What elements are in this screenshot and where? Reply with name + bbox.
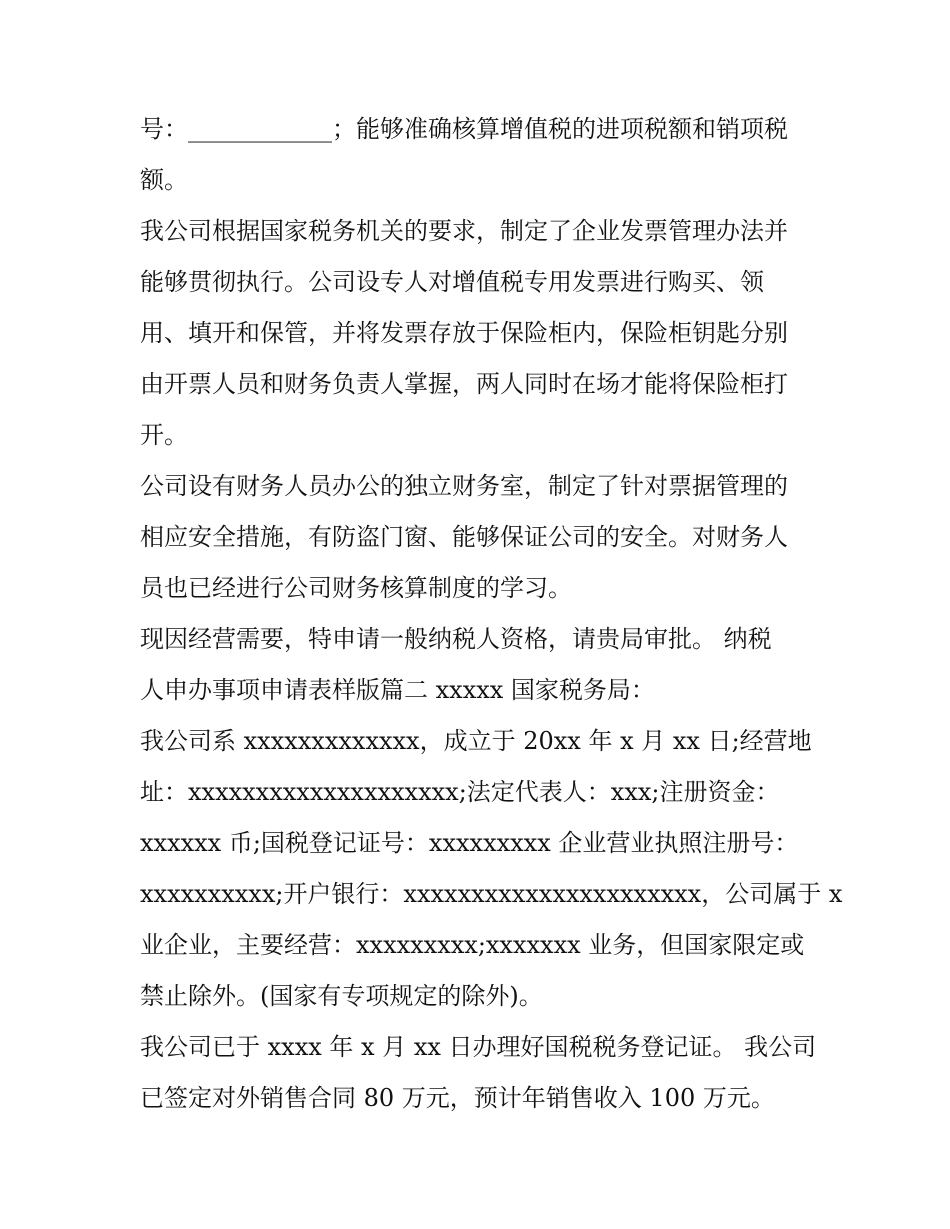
text-line: 我公司已于 xxxx 年 x 月 xx 日办理好国税税务登记证。 我公司 [140,1033,817,1061]
text-line: 址：xxxxxxxxxxxxxxxxxxxx;法定代表人：xxx;注册资金： [140,778,780,806]
text-line: 我公司根据国家税务机关的要求，制定了企业发票管理办法并 [140,217,788,245]
text-line: 已签定对外销售合同 80 万元，预计年销售收入 100 万元。 [140,1084,775,1112]
text-line: 禁止除外。(国家有专项规定的除外)。 [140,982,543,1010]
text-line: 我公司系 xxxxxxxxxxxxx，成立于 20xx 年 x 月 xx 日;经营地 [140,727,812,755]
text-line: 由开票人员和财务负责人掌握，两人同时在场才能将保险柜打 [140,370,788,398]
text-line: xxxxxx 币;国税登记证号：xxxxxxxxx 企业营业执照注册号： [140,829,799,857]
text-line: 开。 [140,421,188,449]
text-line: 相应安全措施，有防盗门窗、能够保证公司的安全。对财务人 [140,523,788,551]
text-line: 用、填开和保管，并将发票存放于保险柜内，保险柜钥匙分别 [140,319,788,347]
text-line: 公司设有财务人员办公的独立财务室，制定了针对票据管理的 [140,472,788,500]
text-line: 员也已经进行公司财务核算制度的学习。 [140,574,572,602]
text-line: 现因经营需要，特申请一般纳税人资格，请贵局审批。 纳税 [140,625,772,653]
text-line: xxxxxxxxxx;开户银行：xxxxxxxxxxxxxxxxxxxxxx，公司属于 x [140,880,843,908]
text-line: 能够贯彻执行。公司设专人对增值税专用发票进行购买、领 [140,268,764,296]
text-line: 号：____________；能够准确核算增值税的进项税额和销项税 [140,115,788,143]
text-line: 业企业，主要经营：xxxxxxxxx;xxxxxxx 业务，但国家限定或 [140,931,805,959]
text-line: 人申办事项申请表样版篇二 xxxxx 国家税务局： [140,676,655,704]
document-body [140,104,843,1124]
text-line: 额。 [140,166,188,194]
